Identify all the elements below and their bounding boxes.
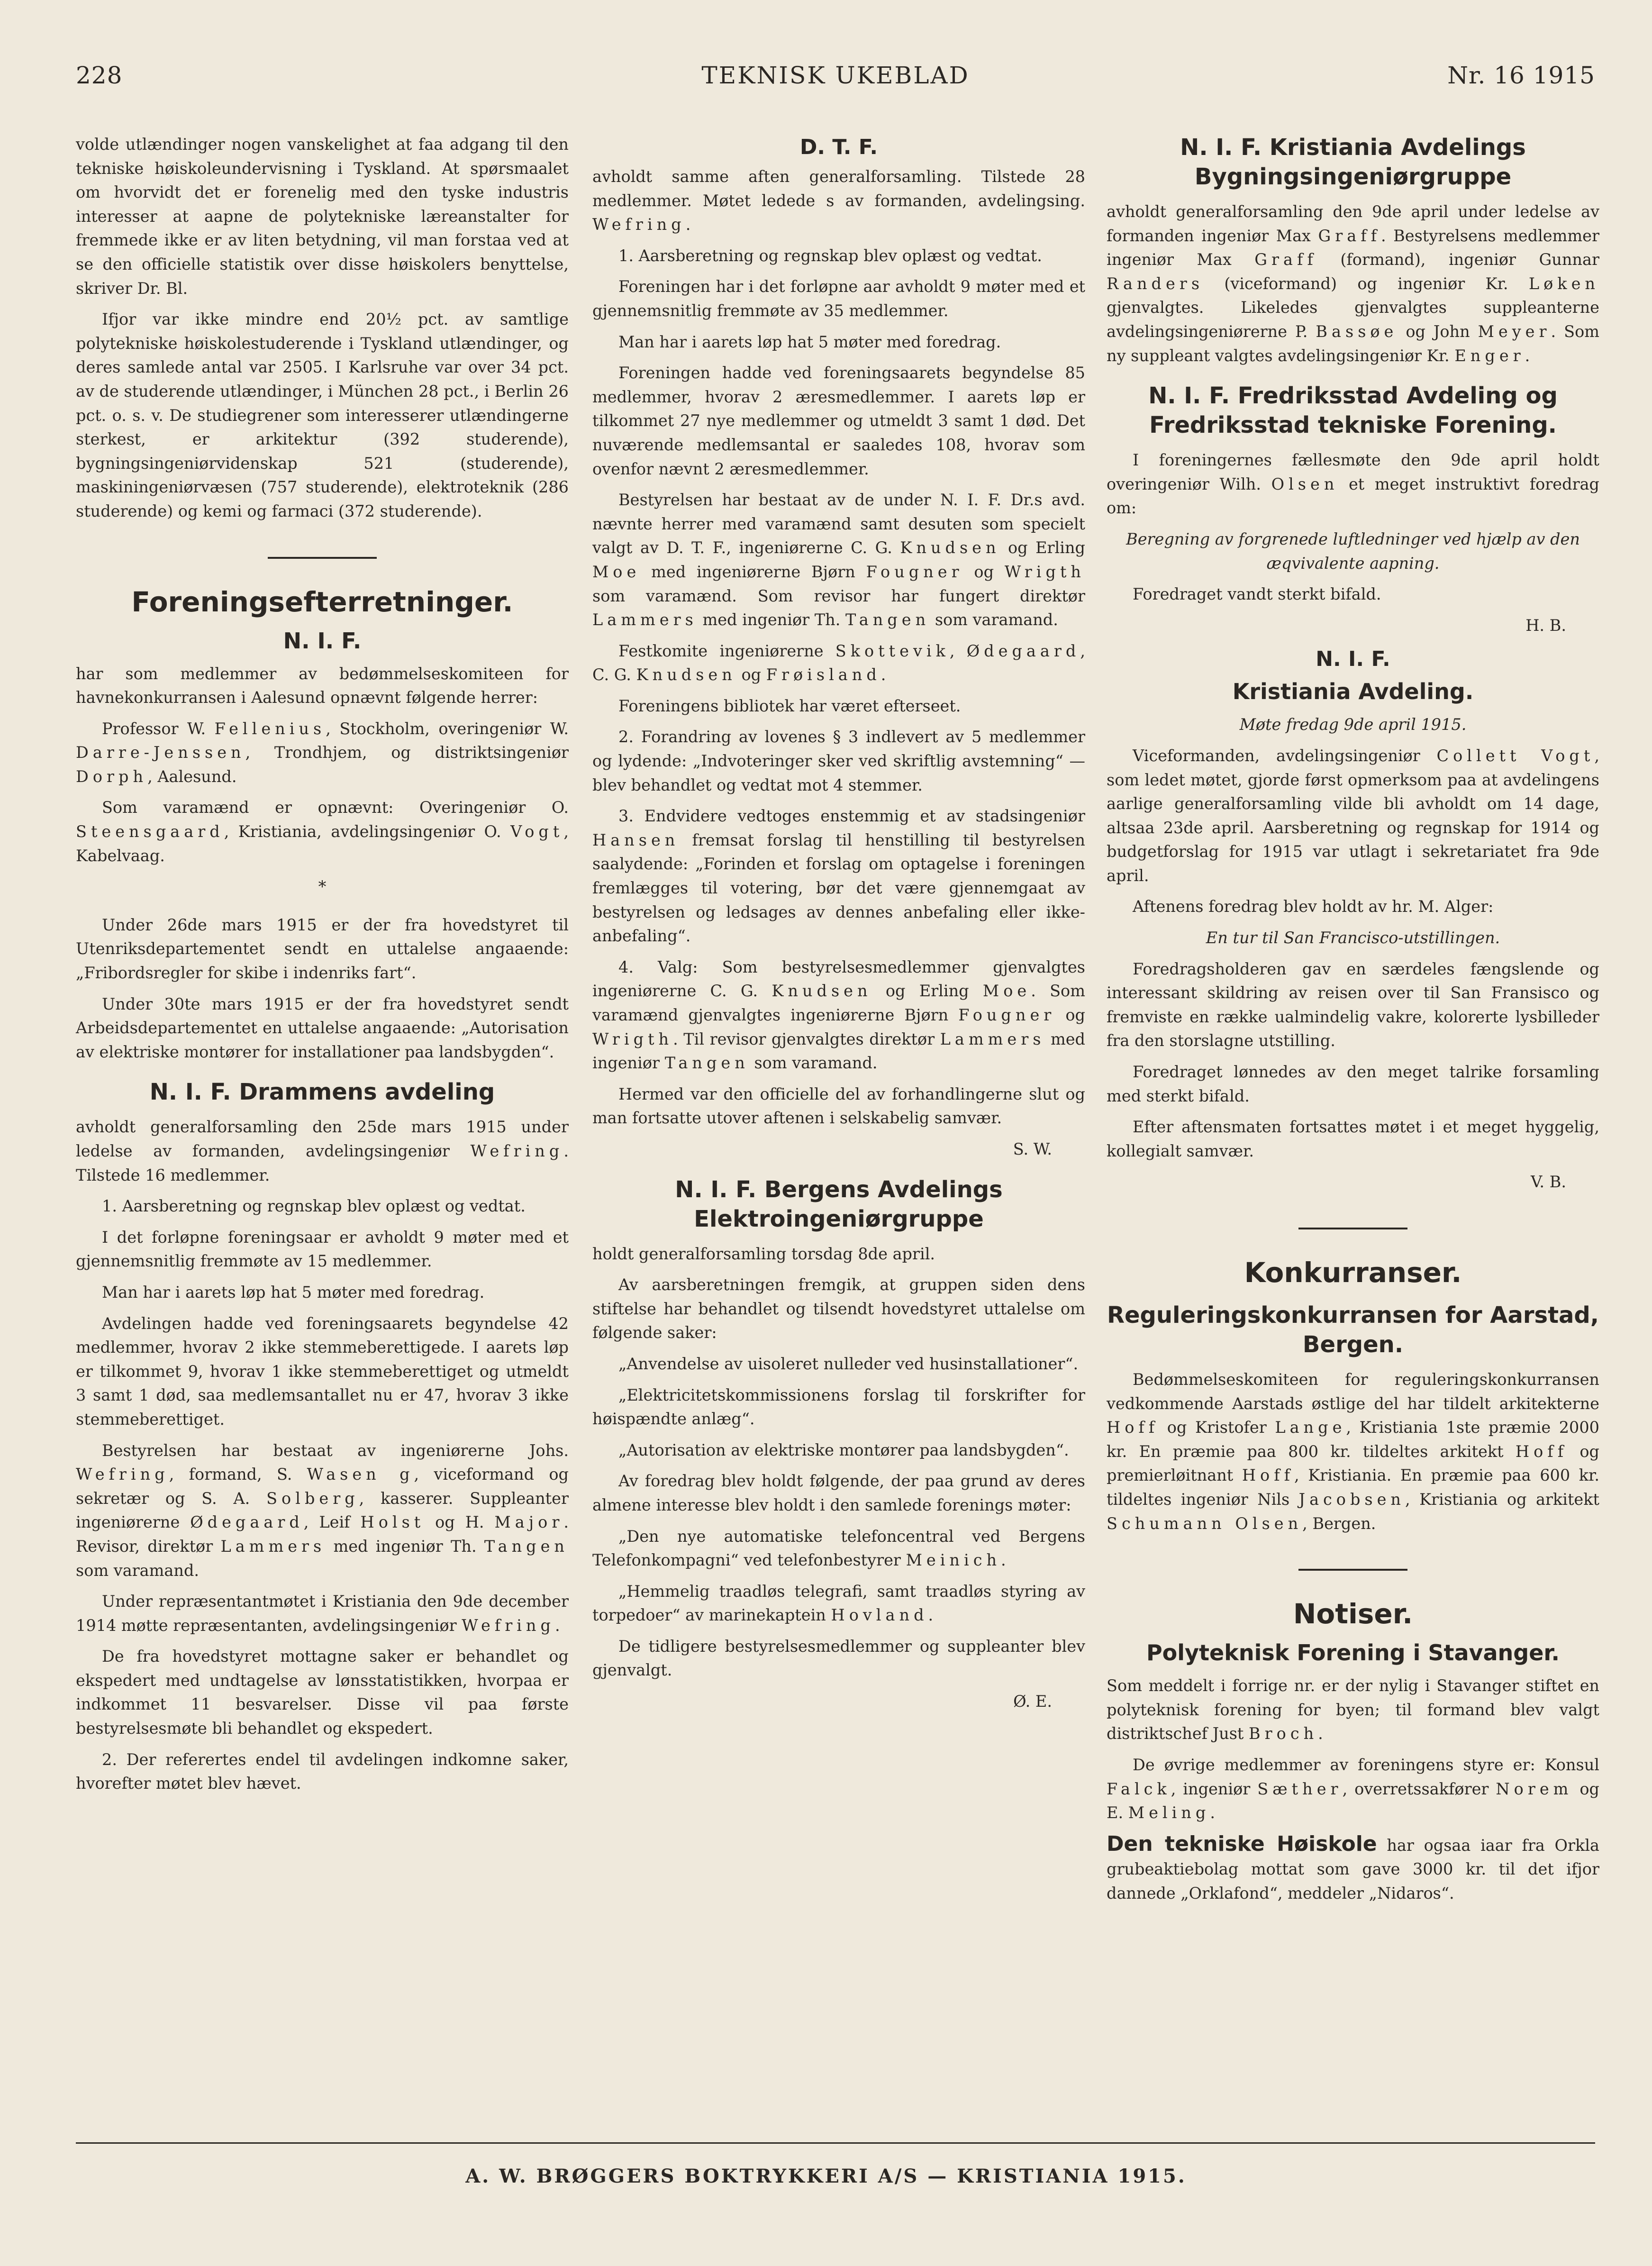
paragraph: Bestyrelsen har bestaat av de under N. I. F. Dr.s avd. nævnte herrer med varamænd samt desuten som specielt valgt av D. T. F., ingeniørerne C. G. Knudsen og Erling Moe med ingeniørerne Bjørn Fougner og Wrigth som varamænd. Som revisor har fungert direktør Lammers med ingeniør Th. Tangen som varamand. xyxy=(592,491,1086,629)
section-heading: N. I. F. Drammens avdeling xyxy=(149,1079,495,1106)
paragraph: Aftenens foredrag blev holdt av hr. M. Alger: xyxy=(1133,897,1494,916)
paragraph: De fra hovedstyret mottagne saker er behandlet og ekspedert med undtagelse av lønsstatistikken, hvorpaa er indkommet 11 besvarelser. Disse vil paa første bestyrelsesmøte bli behandlet og ekspedert. xyxy=(76,1647,569,1738)
section-heading: D. T. F. xyxy=(799,135,878,159)
section-heading: Kristiania Avdeling. xyxy=(1232,679,1474,705)
column-2 xyxy=(592,133,1085,1721)
paragraph: 3. Endvidere vedtoges enstemmig et av stadsingeniør Hansen fremsat forslag til henstilling til bestyrelsen saalydende: „Forinden et forslag om optagelse i foreningen fremlægges til votering, bør det være gjennemgaat av bestyrelsen og ledsages av dennes anbefaling eller ikke-anbefaling“. xyxy=(592,807,1085,946)
column-3 xyxy=(1107,133,1599,1913)
paragraph: Bedømmelseskomiteen for reguleringskonkurransen vedkommende Aarstads østlige del har tildelt arkitekterne Hoff og Kristofer Lange, Kristiania 1ste præmie 2000 kr. En præmie paa 800 kr. tildeltes arkitekt Hoff og premierløitnant Hoff, Kristiania. En præmie paa 600 kr. tildeltes ingeniør Nils Jacobsen, Kristiania og arkitekt Schumann Olsen, Bergen. xyxy=(1107,1370,1599,1533)
page-number: 228 xyxy=(76,62,123,89)
paragraph: Foreningen hadde ved foreningsaarets begyndelse 85 medlemmer, hvorav 2 æresmedlemmer. I aarets løp er tilkommet 27 nye medlemmer og utmeldt 3 samt 1 død. Det nuværende medlemsantal er saaledes 108, hvorav som ovenfor nævnt 2 æresmedlemmer. xyxy=(592,364,1085,478)
section-heading: N. I. F. Fredriksstad Avdeling og Fredriksstad tekniske Forening. xyxy=(1148,382,1558,439)
paragraph: Foreningens bibliotek har været efterseet. xyxy=(618,696,961,715)
section-heading: Konkurranser. xyxy=(1244,1256,1462,1289)
paragraph: avholdt generalforsamling den 9de april under ledelse av formanden ingeniør Max Graff. Bestyrelsens medlemmer ingeniør Max Graff (formand), ingeniør Gunnar Randers (viceformand) og ingeniør Kr. Løken gjenvalgtes. Likeledes gjenvalgtes suppleanterne avdelingsingeniørerne P. Bassøe og John Meyer. Som ny suppleant valgtes avdelingsingeniør Kr. Enger. xyxy=(1107,202,1600,365)
paragraph: „Anvendelse av uisoleret nulleder ved husinstallationer“. xyxy=(618,1354,1079,1373)
person-name: Steensgaard xyxy=(76,822,224,841)
paragraph: I foreningernes fællesmøte den 9de april holdt overingeniør Wilh. Olsen et meget instruktivt foredrag om: xyxy=(1107,451,1599,518)
lecture-title: Beregning av forgrenede luftledninger ved hjælp av den æqvivalente aapning. xyxy=(1126,529,1580,573)
paragraph: Hermed var den officielle del av forhandlingerne slut og man fortsatte utover aftenen i selskabelig samvær. xyxy=(592,1084,1085,1128)
paragraph: „Hemmelig traadløs telegrafi, samt traadløs styring av torpedoer“ av marinekaptein Hovland. xyxy=(592,1582,1085,1625)
paragraph: Festkomite ingeniørerne Skottevik, Ødegaard, C. G. Knudsen og Frøisland. xyxy=(592,641,1085,684)
paragraph: avholdt generalforsamling den 25de mars 1915 under ledelse av formanden, avdelingsingeniør Wefring. Tilstede 16 medlemmer. xyxy=(76,1118,569,1184)
signature: V. B. xyxy=(1531,1173,1566,1192)
paragraph: avholdt samme aften generalforsamling. Tilstede 28 medlemmer. Møtet ledede s av formanden, avdelingsing. Wefring. xyxy=(592,167,1085,234)
paragraph: „Autorisation av elektriske montører paa landsbygden“. xyxy=(618,1440,1069,1459)
divider xyxy=(1298,1569,1407,1571)
section-heading: N. I. F. Kristiania Avdelings Bygningsingeniørgruppe xyxy=(1180,134,1526,190)
paragraph: Foreningen har i det forløpne aar avholdt 9 møter med et gjennemsnitlig fremmøte av 35 medlemmer. xyxy=(592,277,1085,320)
asterism: * xyxy=(318,877,327,896)
signature: H. B. xyxy=(1525,616,1566,635)
paragraph: Under 30te mars 1915 er der fra hovedstyret sendt Arbeidsdepartementet en uttalelse angaaende: „Autorisation av elektriske montører for installationer paa landsbygden“. xyxy=(76,994,569,1061)
section-heading: Notiser. xyxy=(1293,1598,1413,1630)
person-name: Dorph xyxy=(76,767,148,786)
running-header xyxy=(76,62,1595,104)
paragraph: Efter aftensmaten fortsattes møtet i et meget hyggelig, kollegialt samvær. xyxy=(1107,1118,1599,1160)
issue-number: Nr. 16 1915 xyxy=(1447,62,1595,89)
person-name: Fellenius xyxy=(214,719,326,738)
paragraph: 1. Aarsberetning og regnskap blev oplæst og vedtat. xyxy=(102,1197,526,1216)
paragraph: Den tekniske Høiskole har ogsaa iaar fra Orkla grubeaktiebolag mottat som gave 3000 kr. til det ifjor dannede „Orklafond“, meddeler „Nidaros“. xyxy=(1107,1831,1600,1902)
paragraph: De tidligere bestyrelsesmedlemmer og suppleanter blev gjenvalgt. xyxy=(592,1637,1085,1680)
signature: S. W. xyxy=(1013,1139,1052,1158)
paragraph: Under repræsentantmøtet i Kristiania den 9de december 1914 møtte repræsentanten, avdelingsingeniør Wefring. xyxy=(76,1592,569,1635)
subheading: Reguleringskonkurransen for Aarstad, Bergen. xyxy=(1107,1302,1599,1358)
paragraph: I det forløpne foreningsaar er avholdt 9 møter med et gjennemsnitlig fremmøte av 15 medlemmer. xyxy=(76,1228,569,1271)
paragraph: Av foredrag blev holdt følgende, der paa grund av deres almene interesse blev holdt i den samlede forenings møter: xyxy=(592,1472,1085,1514)
paragraph: Ifjor var ikke mindre end 20½ pct. av samtlige polytekniske høiskolestuderende i Tyskland utlændinger, og deres samlede antal var 2505. I Karlsruhe var over 34 pct. av de studerende utlændinger, i München 28 pct., i Berlin 26 pct. o. s. v. De studiegrener som interesserer utlændingerne sterkest, er arkitektur (392 studerende), bygningsingeniørvidenskap 521 (studerende), maskiningeniørvæsen (757 studerende), elektroteknik (286 studerende) og kemi og farmaci (372 studerende). xyxy=(76,310,569,520)
paragraph: Som varamænd er opnævnt: Overingeniør O. Steensgaard, Kristiania, avdelingsingeniør O. Vogt, Kabelvaag. xyxy=(76,798,569,865)
subheading: Polyteknisk Forening i Stavanger. xyxy=(1146,1640,1560,1666)
person-name: Wefring xyxy=(470,1142,564,1160)
paragraph: Foredraget lønnedes av den meget talrike forsamling med sterkt bifald. xyxy=(1107,1063,1599,1105)
paragraph: „Elektricitetskommissionens forslag til forskrifter for høispændte anlæg“. xyxy=(592,1385,1085,1429)
paragraph: Professor W. Fellenius, Stockholm, overingeniør W. Darre-Jenssen, Trondhjem, og distriktsingeniør Dorph, Aalesund. xyxy=(76,719,569,786)
section-heading: N. I. F. Bergens Avdelings Elektroingeniørgruppe xyxy=(675,1176,1003,1232)
paragraph: Under 26de mars 1915 er der fra hovedstyret til Utenriksdepartementet sendt en uttalelse angaaende: „Fribordsregler for skibe i indenriks fart“. xyxy=(76,915,569,983)
meeting-date: Møte fredag 9de april 1915. xyxy=(1239,715,1467,734)
paragraph: Man har i aarets løp hat 5 møter med foredrag. xyxy=(618,332,1001,351)
paragraph: Av aarsberetningen fremgik, at gruppen siden dens stiftelse har behandlet og tilsendt hovedstyret uttalelse om følgende saker: xyxy=(592,1275,1085,1342)
paragraph: volde utlændinger nogen vanskelighet at faa adgang til den tekniske høiskoleundervisning i Tyskland. At spørsmaalet om hvorvidt det er forenelig med den tyske industris interesser at aapne de polytekniske læreanstalter for fremmede ikke er av liten betydning, vil man forstaa ved at se den officielle statistik over disse høiskolers benyttelse, skriver Dr. Bl. xyxy=(76,135,569,298)
paragraph: 2. Forandring av lovenes § 3 indlevert av 5 medlemmer og lydende: „Indvoteringer sker ved skriftlig avstemning“ — blev behandlet og vedtat mot 4 stemmer. xyxy=(592,728,1085,794)
subheading: N. I. F. xyxy=(1316,647,1390,672)
paragraph: Man har i aarets løp hat 5 møter med foredrag. xyxy=(102,1283,485,1301)
inline-heading: Den tekniske Høiskole xyxy=(1107,1831,1377,1856)
paragraph: Bestyrelsen har bestaat av ingeniørerne Johs. Wefring, formand, S. Wasen g, viceformand og sekretær og S. A. Solberg, kasserer. Suppleanter ingeniørerne Ødegaard, Leif Holst og H. Major. Revisor, direktør Lammers med ingeniør Th. Tangen som varamand. xyxy=(76,1441,569,1580)
subheading: N. I. F. xyxy=(283,628,362,654)
person-name: Darre-Jenssen xyxy=(76,743,245,762)
paragraph: 1. Aarsberetning og regnskap blev oplæst og vedtat. xyxy=(618,246,1042,265)
lecture-title: En tur til San Francisco-utstillingen. xyxy=(1206,928,1500,947)
divider xyxy=(1298,1228,1407,1229)
printer-imprint: A. W. BRØGGERS BOKTRYKKERI A/S — KRISTIANIA 1915. xyxy=(465,2165,1187,2187)
paragraph: Som meddelt i forrige nr. er der nylig i Stavanger stiftet en polyteknisk forening for byen; til formand blev valgt distriktschef Just Broch. xyxy=(1107,1676,1599,1743)
paragraph: 2. Der referertes endel til avdelingen indkomne saker, hvorefter møtet blev hævet. xyxy=(76,1750,569,1793)
journal-title: TEKNISK UKEBLAD xyxy=(701,62,970,89)
paragraph: 4. Valg: Som bestyrelsesmedlemmer gjenvalgtes ingeniørerne C. G. Knudsen og Erling Moe. Som varamænd gjenvalgtes ingeniørerne Bjørn Fougner og Wrigth. Til revisor gjenvalgtes direktør Lammers med ingeniør Tangen som varamand. xyxy=(592,957,1085,1073)
paragraph: Viceformanden, avdelingsingeniør Collett Vogt, som ledet møtet, gjorde først opmerksom paa at avdelingens aarlige generalforsamling vilde bli avholdt om 14 dage, altsaa 23de april. Aarsberetning og regnskap for 1914 og budgetforslag for 1915 var utlagt i sekretariatet fra 9de april. xyxy=(1107,746,1599,885)
column-1 xyxy=(76,133,569,1803)
paragraph: Foredraget vandt sterkt bifald. xyxy=(1133,585,1381,604)
paragraph: De øvrige medlemmer av foreningens styre er: Konsul Falck, ingeniør Sæther, overretssakfører Norem og E. Meling. xyxy=(1107,1755,1599,1822)
paragraph: „Den nye automatiske telefoncentral ved Bergens Telefonkompagni“ ved telefonbestyrer Meinich. xyxy=(592,1527,1085,1570)
paragraph: holdt generalforsamling torsdag 8de april. xyxy=(592,1244,935,1263)
divider xyxy=(268,557,377,559)
section-heading: Foreningsefterretninger. xyxy=(131,585,513,618)
paragraph: har som medlemmer av bedømmelseskomiteen for havnekonkurransen i Aalesund opnævnt følgende herrer: xyxy=(76,664,569,707)
paragraph: Foredragsholderen gav en særdeles fængslende og interessant skildring av reisen over til San Fransisco og fremviste en række ualmindelig vakre, kolorerte lysbilleder fra den storslagne utstilling. xyxy=(1107,959,1599,1050)
person-name: Vogt xyxy=(510,822,564,841)
paragraph: Avdelingen hadde ved foreningsaarets begyndelse 42 medlemmer, hvorav 2 ikke stemmeberettigede. I aarets løp er tilkommet 9, hvorav 1 ikke stemmeberettiget og utmeldt 3 samt 1 død, saa medlemsantallet nu er 47, hvorav 3 ikke stemmeberettiget. xyxy=(76,1314,569,1429)
signature: Ø. E. xyxy=(1013,1692,1052,1711)
footer-rule xyxy=(76,2142,1595,2144)
